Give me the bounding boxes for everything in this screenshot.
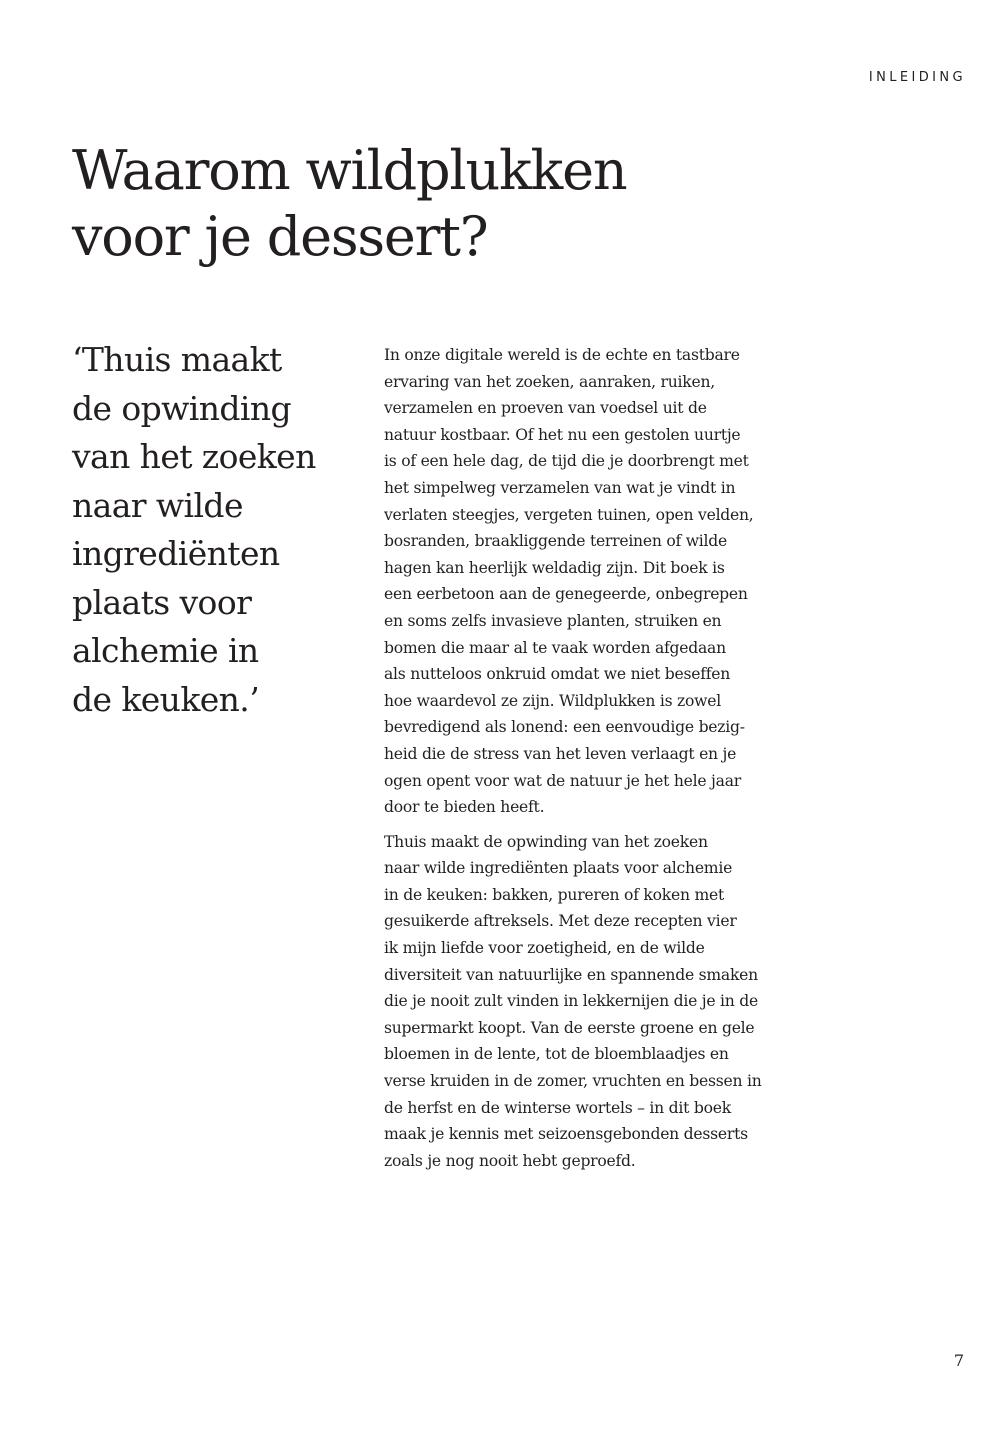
body-text xyxy=(384,342,834,1182)
body-line: ervaring van het zoeken, aanraken, ruiken, xyxy=(384,372,715,391)
body-line: die je nooit zult vinden in lekkernijen die je in de xyxy=(384,992,758,1011)
page-title-line: voor je dessert? xyxy=(72,205,488,268)
body-line: bosranden, braakliggende terreinen of wilde xyxy=(384,532,727,551)
pull-quote-line: de opwinding xyxy=(72,388,292,428)
body-paragraph-1 xyxy=(384,342,834,821)
body-line: als nutteloos onkruid omdat we niet beseffen xyxy=(384,665,731,684)
body-line: het simpelweg verzamelen van wat je vindt in xyxy=(384,478,736,497)
pull-quote-line: alchemie in xyxy=(72,631,259,670)
pull-quote-line: ingrediënten xyxy=(72,534,280,573)
pull-quote-line: naar wilde xyxy=(72,485,243,525)
pull-quote-line: plaats voor xyxy=(72,582,252,622)
body-paragraph-2 xyxy=(384,829,834,1175)
body-line: maak je kennis met seizoensgebonden desserts xyxy=(384,1125,748,1144)
body-line: Thuis maakt de opwinding van het zoeken xyxy=(384,832,708,851)
body-line: heid die de stress van het leven verlaagt en je xyxy=(384,744,737,763)
body-line: bevredigend als lonend: een eenvoudige bezig- xyxy=(384,718,745,737)
body-line: supermarkt koopt. Van de eerste groene en gele xyxy=(384,1018,755,1037)
body-line: naar wilde ingrediënten plaats voor alchemie xyxy=(384,859,733,878)
body-line: is of een hele dag, de tijd die je doorbrengt met xyxy=(384,452,749,471)
pull-quote-line: ‘Thuis maakt xyxy=(72,340,282,379)
body-line: hagen kan heerlijk weldadig zijn. Dit boek is xyxy=(384,558,725,577)
body-line: ogen opent voor wat de natuur je het hele jaar xyxy=(384,771,741,790)
body-line: verse kruiden in de zomer, vruchten en bessen in xyxy=(384,1072,762,1091)
body-line: hoe waardevol ze zijn. Wildplukken is zowel xyxy=(384,691,721,710)
body-line: verzamelen en proeven van voedsel uit de xyxy=(384,399,707,418)
body-line: door te bieden heeft. xyxy=(384,798,545,817)
body-line: bloemen in de lente, tot de bloemblaadjes en xyxy=(384,1045,729,1064)
body-line: in de keuken: bakken, pureren of koken met xyxy=(384,885,724,904)
pull-quote-line: van het zoeken xyxy=(72,437,316,476)
page-number: 7 xyxy=(953,1351,964,1370)
page-title xyxy=(72,138,832,270)
body-line: gesuikerde aftreksels. Met deze recepten vier xyxy=(384,912,737,931)
pull-quote-line: de keuken.’ xyxy=(72,679,260,719)
body-line: bomen die maar al te vaak worden afgedaan xyxy=(384,638,726,657)
body-line: verlaten steegjes, vergeten tuinen, open velden, xyxy=(384,505,754,524)
body-line: natuur kostbaar. Of het nu een gestolen uurtje xyxy=(384,425,741,444)
body-line: en soms zelfs invasieve planten, struiken en xyxy=(384,611,722,630)
body-line: ik mijn liefde voor zoetigheid, en de wilde xyxy=(384,939,705,958)
body-line: zoals je nog nooit hebt geproefd. xyxy=(384,1151,636,1170)
body-line: de herfst en de winterse wortels – in dit boek xyxy=(384,1098,731,1117)
page-title-line: Waarom wildplukken xyxy=(72,139,627,202)
pull-quote xyxy=(72,336,362,724)
body-line: diversiteit van natuurlijke en spannende smaken xyxy=(384,965,758,984)
body-line: In onze digitale wereld is de echte en tastbare xyxy=(384,346,740,364)
body-line: een eerbetoon aan de genegeerde, onbegrepen xyxy=(384,585,748,604)
section-label: INLEIDING xyxy=(868,70,966,85)
